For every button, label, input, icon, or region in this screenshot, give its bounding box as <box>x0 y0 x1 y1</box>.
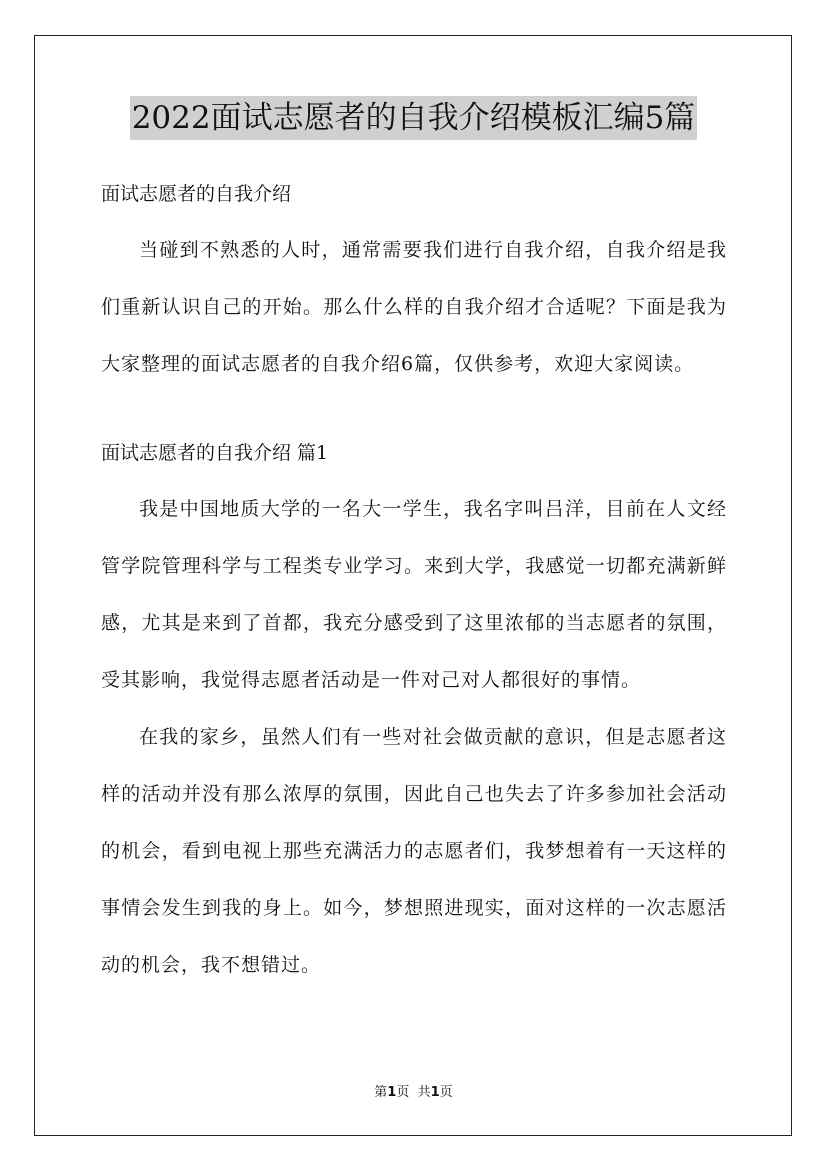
section1-paragraph-1: 我是中国地质大学的一名大一学生，我名字叫吕洋，目前在人文经管学院管理科学与工程类专业学习。来到大学，我感觉一切都充满新鲜感，尤其是来到了首都，我充分感受到了这里浓郁的当志愿者的氛围，受其影响，我觉得志愿者活动是一件对己对人都很好的事情。 <box>101 498 727 691</box>
document-body <box>101 170 727 994</box>
page-footer <box>0 1083 827 1103</box>
footer-page-suffix: 页 <box>396 1085 410 1100</box>
intro-paragraph: 当碰到不熟悉的人时，通常需要我们进行自我介绍，自我介绍是我们重新认识自己的开始。那么什么样的自我介绍才合适呢？下面是我为大家整理的面试志愿者的自我介绍6篇，仅供参考，欢迎大家阅读。 <box>101 239 727 375</box>
footer-page-number: 1 <box>387 1085 397 1100</box>
section1-paragraph-2: 在我的家乡，虽然人们有一些对社会做贡献的意识，但是志愿者这样的活动并没有那么浓厚的氛围，因此自己也失去了许多参加社会活动的机会，看到电视上那些充满活力的志愿者们，我梦想着有一天这样的事情会发生到我的身上。如今，梦想照进现实，面对这样的一次志愿活动的机会，我不想错过。 <box>101 726 727 976</box>
footer-total-pages: 1 <box>430 1085 440 1100</box>
document-title: 2022面试志愿者的自我介绍模板汇编5篇 <box>130 96 698 140</box>
section1-heading: 面试志愿者的自我介绍 篇1 <box>101 442 329 464</box>
footer-total-suffix: 页 <box>439 1085 453 1100</box>
intro-heading: 面试志愿者的自我介绍 <box>101 183 292 205</box>
footer-prefix: 第 <box>374 1085 388 1100</box>
title-container <box>0 96 827 140</box>
footer-total-prefix: 共 <box>417 1085 431 1100</box>
section-spacer <box>101 393 727 429</box>
